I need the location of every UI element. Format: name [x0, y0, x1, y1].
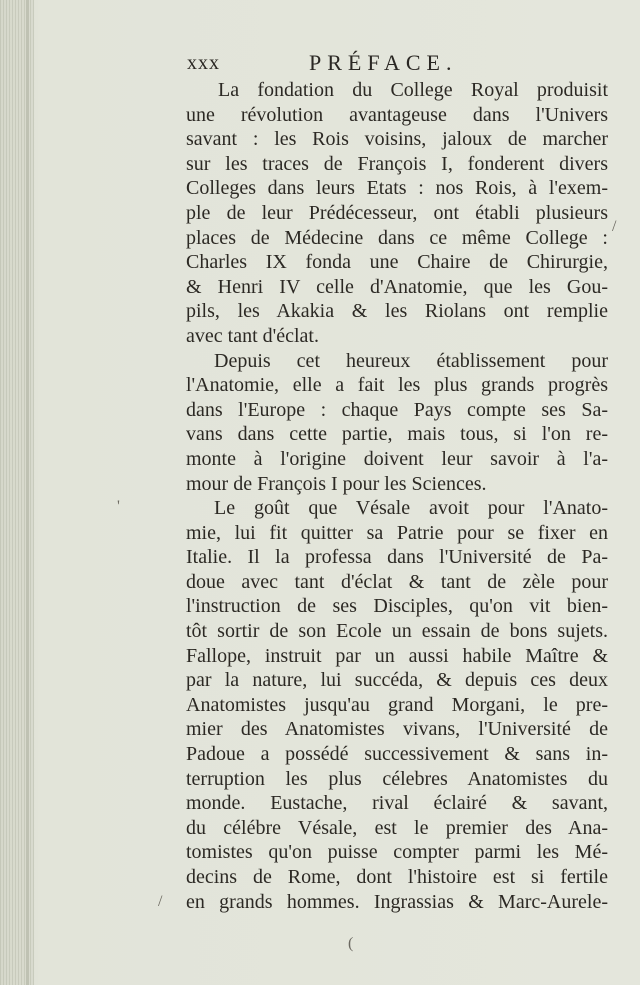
body-text: [186, 78, 608, 914]
text-line: Italie. Il la professa dans l'Université de Pa-: [186, 546, 608, 569]
text-line: & Henri IV celle d'Anatomie, que les Gou-: [186, 275, 608, 298]
binding-edge: [26, 0, 29, 985]
text-line: Le goût que Vésale avoit pour l'Anato-: [214, 497, 608, 520]
page-header: [187, 50, 497, 80]
page-number: xxx: [187, 52, 220, 74]
text-line: doue avec tant d'éclat & tant de zèle pour: [186, 570, 608, 593]
text-line: pils, les Akakia & les Riolans ont remplie: [186, 300, 608, 323]
text-line: mie, lui fit quitter sa Patrie pour se fixer en: [186, 521, 608, 544]
text-line: du célébre Vésale, est le premier des Ana-: [186, 816, 608, 839]
text-line: Fallope, instruit par un aussi habile Maître &: [186, 644, 608, 667]
text-line: Anatomistes jusqu'au grand Morgani, le pre-: [186, 693, 608, 716]
text-line: en grands hommes. Ingrassias & Marc-Aurele-: [186, 890, 608, 913]
text-line: une révolution avantageuse dans l'Univers: [186, 103, 608, 126]
text-line: Padoue a possédé successivement & sans in-: [186, 743, 608, 766]
text-line: Charles IX fonda une Chaire de Chirurgie,: [186, 251, 608, 274]
margin-mark: ': [117, 498, 120, 515]
margin-mark: (: [348, 935, 354, 952]
text-line: terruption les plus célebres Anatomistes du: [186, 767, 608, 790]
margin-mark: /: [158, 893, 163, 910]
margin-mark: /: [612, 218, 617, 235]
text-line: La fondation du College Royal produisit: [218, 79, 608, 101]
text-line: vans dans cette partie, mais tous, si l'on re-: [186, 423, 608, 446]
text-line: tôt sortir de son Ecole un essain de bons sujets.: [186, 620, 608, 643]
text-line: Colleges dans leurs Etats : nos Rois, à l'exem-: [186, 177, 608, 200]
text-line: monde. Eustache, rival éclairé & savant,: [186, 792, 608, 815]
text-line: decins de Rome, dont l'histoire est si fertile: [186, 866, 608, 888]
text-line: mier des Anatomistes vivans, l'Université de: [186, 718, 608, 741]
text-line: l'instruction de ses Disciples, qu'on vit bien-: [186, 595, 608, 618]
text-line: Depuis cet heureux établissement pour: [214, 349, 608, 372]
text-line: avec tant d'éclat.: [186, 324, 319, 347]
text-line: sur les traces de François I, fonderent divers: [186, 152, 608, 175]
text-line: dans l'Europe : chaque Pays compte ses Sa-: [186, 398, 608, 421]
text-line: l'Anatomie, elle a fait les plus grands progrès: [186, 374, 608, 397]
text-line: monte à l'origine doivent leur savoir à l'a-: [186, 447, 608, 470]
text-line: places de Médecine dans ce même College :: [186, 226, 608, 249]
text-line: par la nature, lui succéda, & depuis ces deux: [186, 669, 608, 692]
text-line: mour de François I pour les Sciences.: [186, 472, 487, 495]
text-line: tomistes qu'on puisse compter parmi les Mé-: [186, 841, 608, 864]
text-line: ple de leur Prédécesseur, ont établi plusieurs: [186, 201, 608, 224]
running-head: PRÉFACE.: [309, 50, 458, 75]
text-line: savant : les Rois voisins, jaloux de marcher: [186, 128, 608, 151]
